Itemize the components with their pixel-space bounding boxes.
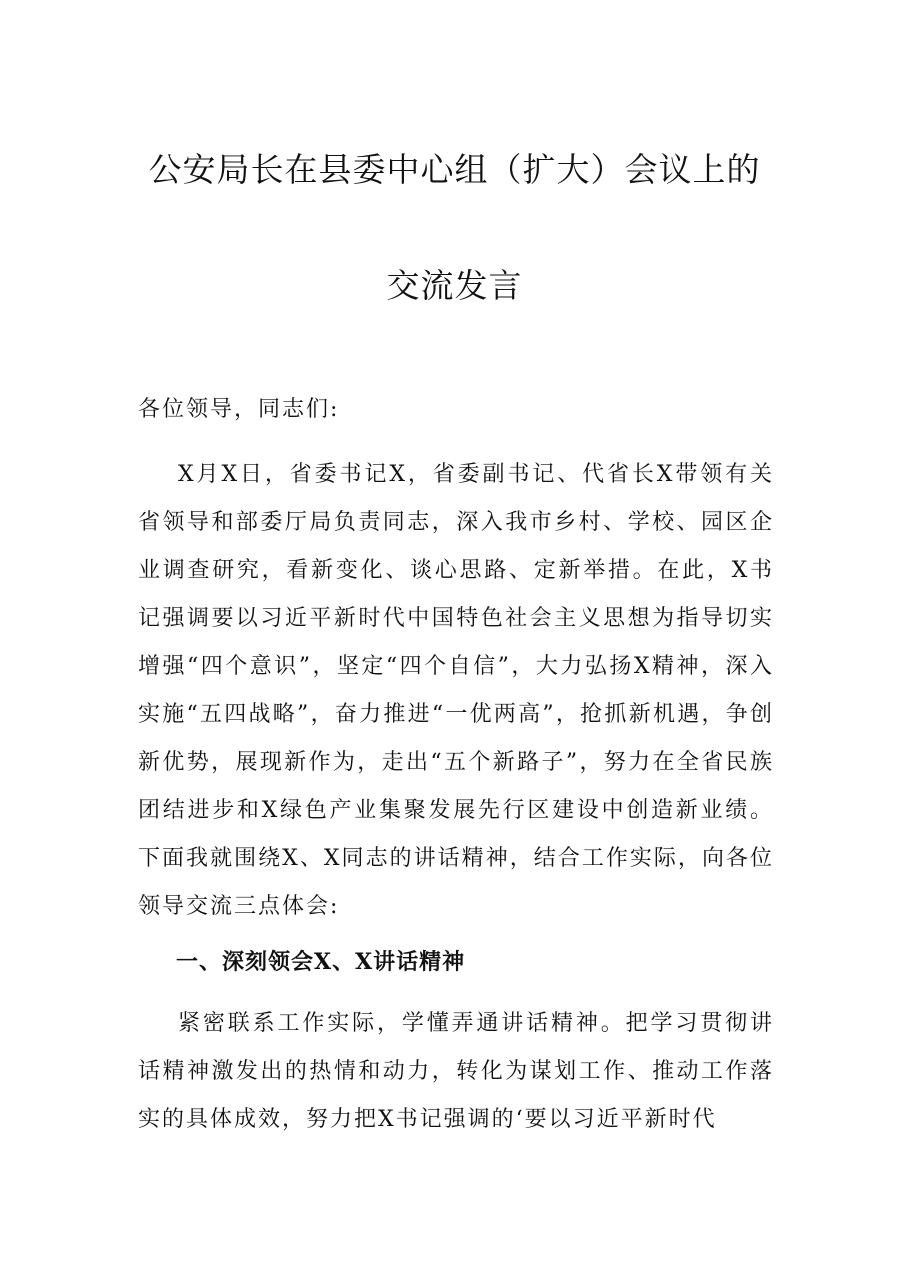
section-heading-1: 一、深刻领会X、X讲话精神: [176, 949, 466, 975]
salutation: 各位领导，同志们:: [138, 397, 340, 422]
paragraph-1: X月X日，省委书记X，省委副书记、代省长X带领有关省领导和部委厅局负责同志，深入我市乡村、学校、园区企业调查研究，看新变化、谈心思路、定新举措。在此，X书记强调要以习近平新时代中国特色社会主义思想为指导切实增强“四个意识”，坚定“四个自信”，大力弘扬X精神，深入实施“五四战略”，奋力推进“一优两高”，抢抓新机遇，争创新优势，展现新作为，走出“五个新路子”，努力在全省民族团结进步和X绿色产业集聚发展先行区建设中创造新业绩。下面我就围绕X、X同志的讲话精神，结合工作实际，向各位领导交流三点体会:: [138, 462, 774, 919]
paragraph-2: 紧密联系工作实际，学懂弄通讲话精神。把学习贯彻讲话精神激发出的热情和动力，转化为谋划工作、推动工作落实的具体成效，努力把X书记强调的‘要以习近平新时代: [138, 1011, 774, 1132]
document-title-line-1: 公安局长在县委中心组（扩大）会议上的: [148, 150, 761, 189]
document-title-line-2: 交流发言: [386, 266, 523, 305]
